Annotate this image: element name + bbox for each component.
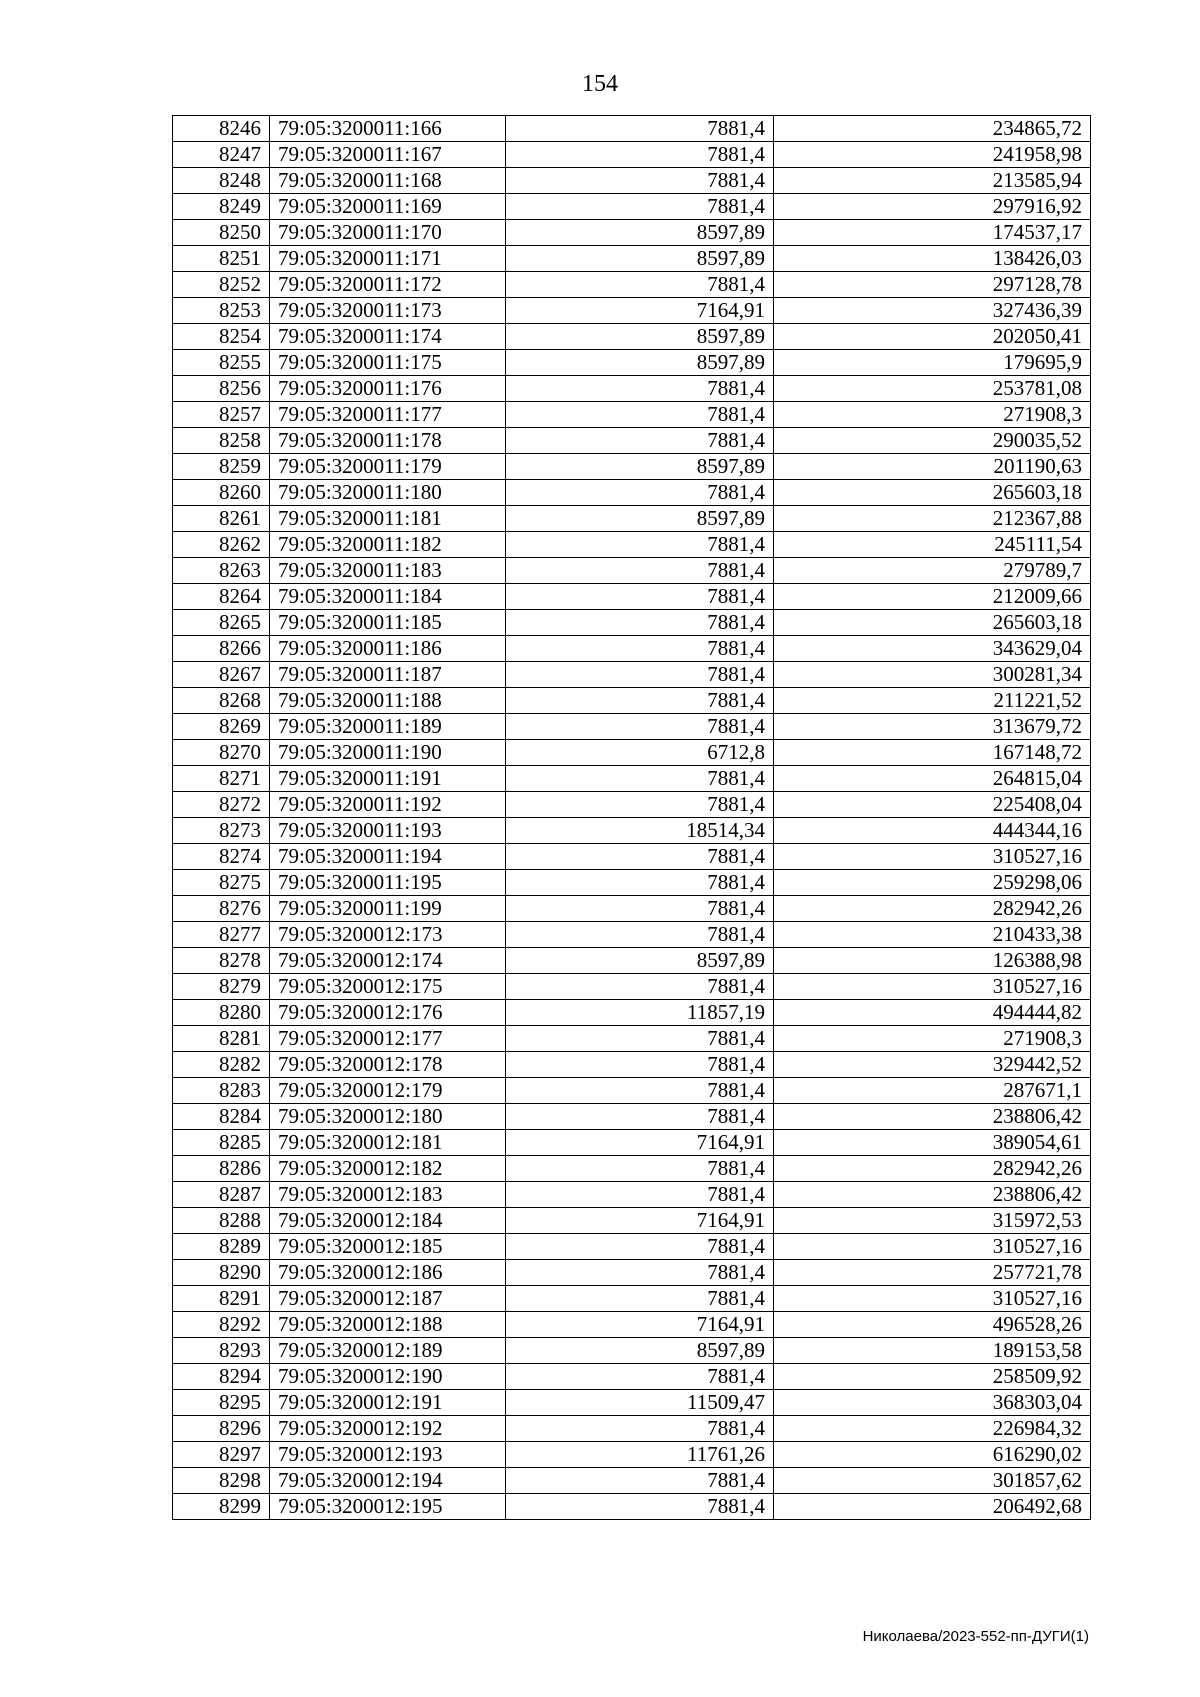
value-cell: 265603,18 bbox=[774, 480, 1091, 506]
table-row bbox=[173, 298, 1091, 324]
area-cell: 7881,4 bbox=[506, 168, 774, 194]
cadastral-number-cell: 79:05:3200011:167 bbox=[270, 142, 506, 168]
table-row bbox=[173, 1130, 1091, 1156]
value-cell: 264815,04 bbox=[774, 766, 1091, 792]
row-number-cell: 8283 bbox=[173, 1078, 270, 1104]
value-cell: 210433,38 bbox=[774, 922, 1091, 948]
row-number-cell: 8277 bbox=[173, 922, 270, 948]
table-row bbox=[173, 1390, 1091, 1416]
row-number-cell: 8295 bbox=[173, 1390, 270, 1416]
area-cell: 8597,89 bbox=[506, 246, 774, 272]
value-cell: 496528,26 bbox=[774, 1312, 1091, 1338]
value-cell: 211221,52 bbox=[774, 688, 1091, 714]
table-row bbox=[173, 948, 1091, 974]
area-cell: 8597,89 bbox=[506, 324, 774, 350]
row-number-cell: 8251 bbox=[173, 246, 270, 272]
table-row bbox=[173, 818, 1091, 844]
value-cell: 315972,53 bbox=[774, 1208, 1091, 1234]
value-cell: 126388,98 bbox=[774, 948, 1091, 974]
table-row bbox=[173, 1208, 1091, 1234]
value-cell: 310527,16 bbox=[774, 844, 1091, 870]
area-cell: 8597,89 bbox=[506, 1338, 774, 1364]
area-cell: 7881,4 bbox=[506, 1182, 774, 1208]
row-number-cell: 8285 bbox=[173, 1130, 270, 1156]
row-number-cell: 8256 bbox=[173, 376, 270, 402]
value-cell: 287671,1 bbox=[774, 1078, 1091, 1104]
table-row bbox=[173, 1338, 1091, 1364]
area-cell: 7881,4 bbox=[506, 766, 774, 792]
area-cell: 7881,4 bbox=[506, 1156, 774, 1182]
area-cell: 7881,4 bbox=[506, 584, 774, 610]
area-cell: 7881,4 bbox=[506, 792, 774, 818]
row-number-cell: 8253 bbox=[173, 298, 270, 324]
area-cell: 7881,4 bbox=[506, 1026, 774, 1052]
value-cell: 343629,04 bbox=[774, 636, 1091, 662]
cadastral-number-cell: 79:05:3200012:179 bbox=[270, 1078, 506, 1104]
area-cell: 7881,4 bbox=[506, 1364, 774, 1390]
value-cell: 313679,72 bbox=[774, 714, 1091, 740]
value-cell: 257721,78 bbox=[774, 1260, 1091, 1286]
row-number-cell: 8252 bbox=[173, 272, 270, 298]
table-row bbox=[173, 558, 1091, 584]
cadastral-number-cell: 79:05:3200011:186 bbox=[270, 636, 506, 662]
table-row bbox=[173, 1156, 1091, 1182]
value-cell: 310527,16 bbox=[774, 1286, 1091, 1312]
row-number-cell: 8263 bbox=[173, 558, 270, 584]
cadastral-number-cell: 79:05:3200011:183 bbox=[270, 558, 506, 584]
table-row bbox=[173, 1104, 1091, 1130]
cadastral-number-cell: 79:05:3200011:177 bbox=[270, 402, 506, 428]
value-cell: 310527,16 bbox=[774, 974, 1091, 1000]
row-number-cell: 8274 bbox=[173, 844, 270, 870]
cadastral-number-cell: 79:05:3200011:170 bbox=[270, 220, 506, 246]
cadastral-number-cell: 79:05:3200012:190 bbox=[270, 1364, 506, 1390]
area-cell: 7881,4 bbox=[506, 376, 774, 402]
area-cell: 7881,4 bbox=[506, 1494, 774, 1520]
row-number-cell: 8273 bbox=[173, 818, 270, 844]
value-cell: 234865,72 bbox=[774, 116, 1091, 142]
area-cell: 7881,4 bbox=[506, 1468, 774, 1494]
value-cell: 226984,32 bbox=[774, 1416, 1091, 1442]
cadastral-number-cell: 79:05:3200012:177 bbox=[270, 1026, 506, 1052]
row-number-cell: 8248 bbox=[173, 168, 270, 194]
table-row bbox=[173, 1000, 1091, 1026]
area-cell: 7881,4 bbox=[506, 662, 774, 688]
value-cell: 282942,26 bbox=[774, 896, 1091, 922]
cadastral-number-cell: 79:05:3200011:189 bbox=[270, 714, 506, 740]
area-cell: 11857,19 bbox=[506, 1000, 774, 1026]
value-cell: 189153,58 bbox=[774, 1338, 1091, 1364]
row-number-cell: 8275 bbox=[173, 870, 270, 896]
area-cell: 7881,4 bbox=[506, 532, 774, 558]
cadastral-number-cell: 79:05:3200011:185 bbox=[270, 610, 506, 636]
cadastral-number-cell: 79:05:3200011:174 bbox=[270, 324, 506, 350]
value-cell: 259298,06 bbox=[774, 870, 1091, 896]
cadastral-number-cell: 79:05:3200011:187 bbox=[270, 662, 506, 688]
value-cell: 265603,18 bbox=[774, 610, 1091, 636]
row-number-cell: 8290 bbox=[173, 1260, 270, 1286]
table-row bbox=[173, 584, 1091, 610]
table-row bbox=[173, 506, 1091, 532]
area-cell: 7881,4 bbox=[506, 142, 774, 168]
table-row bbox=[173, 662, 1091, 688]
row-number-cell: 8287 bbox=[173, 1182, 270, 1208]
cadastral-number-cell: 79:05:3200011:188 bbox=[270, 688, 506, 714]
row-number-cell: 8294 bbox=[173, 1364, 270, 1390]
table-row bbox=[173, 1078, 1091, 1104]
table-row bbox=[173, 1052, 1091, 1078]
cadastral-number-cell: 79:05:3200011:182 bbox=[270, 532, 506, 558]
row-number-cell: 8270 bbox=[173, 740, 270, 766]
table-row bbox=[173, 1026, 1091, 1052]
row-number-cell: 8288 bbox=[173, 1208, 270, 1234]
area-cell: 7881,4 bbox=[506, 844, 774, 870]
value-cell: 301857,62 bbox=[774, 1468, 1091, 1494]
cadastral-number-cell: 79:05:3200012:194 bbox=[270, 1468, 506, 1494]
value-cell: 329442,52 bbox=[774, 1052, 1091, 1078]
value-cell: 297128,78 bbox=[774, 272, 1091, 298]
cadastral-number-cell: 79:05:3200011:171 bbox=[270, 246, 506, 272]
cadastral-number-cell: 79:05:3200012:174 bbox=[270, 948, 506, 974]
area-cell: 7881,4 bbox=[506, 194, 774, 220]
row-number-cell: 8286 bbox=[173, 1156, 270, 1182]
area-cell: 7881,4 bbox=[506, 558, 774, 584]
table-row bbox=[173, 1312, 1091, 1338]
row-number-cell: 8262 bbox=[173, 532, 270, 558]
value-cell: 282942,26 bbox=[774, 1156, 1091, 1182]
row-number-cell: 8260 bbox=[173, 480, 270, 506]
area-cell: 7881,4 bbox=[506, 636, 774, 662]
value-cell: 253781,08 bbox=[774, 376, 1091, 402]
row-number-cell: 8257 bbox=[173, 402, 270, 428]
table-row bbox=[173, 142, 1091, 168]
row-number-cell: 8282 bbox=[173, 1052, 270, 1078]
value-cell: 616290,02 bbox=[774, 1442, 1091, 1468]
table-row bbox=[173, 1182, 1091, 1208]
table-row bbox=[173, 116, 1091, 142]
table-row bbox=[173, 636, 1091, 662]
value-cell: 174537,17 bbox=[774, 220, 1091, 246]
value-cell: 327436,39 bbox=[774, 298, 1091, 324]
table-row bbox=[173, 168, 1091, 194]
cadastral-number-cell: 79:05:3200012:189 bbox=[270, 1338, 506, 1364]
row-number-cell: 8291 bbox=[173, 1286, 270, 1312]
area-cell: 8597,89 bbox=[506, 454, 774, 480]
value-cell: 213585,94 bbox=[774, 168, 1091, 194]
cadastral-number-cell: 79:05:3200012:176 bbox=[270, 1000, 506, 1026]
row-number-cell: 8272 bbox=[173, 792, 270, 818]
area-cell: 7881,4 bbox=[506, 974, 774, 1000]
table-row bbox=[173, 1234, 1091, 1260]
area-cell: 7881,4 bbox=[506, 1078, 774, 1104]
table-row bbox=[173, 246, 1091, 272]
page-number: 154 bbox=[582, 71, 618, 97]
cadastral-number-cell: 79:05:3200012:188 bbox=[270, 1312, 506, 1338]
cadastral-number-cell: 79:05:3200012:195 bbox=[270, 1494, 506, 1520]
row-number-cell: 8264 bbox=[173, 584, 270, 610]
table-row bbox=[173, 402, 1091, 428]
area-cell: 7881,4 bbox=[506, 610, 774, 636]
cadastral-number-cell: 79:05:3200012:181 bbox=[270, 1130, 506, 1156]
row-number-cell: 8261 bbox=[173, 506, 270, 532]
row-number-cell: 8246 bbox=[173, 116, 270, 142]
cadastral-number-cell: 79:05:3200012:186 bbox=[270, 1260, 506, 1286]
cadastral-number-cell: 79:05:3200011:179 bbox=[270, 454, 506, 480]
table-row bbox=[173, 220, 1091, 246]
area-cell: 7164,91 bbox=[506, 1312, 774, 1338]
cadastral-number-cell: 79:05:3200011:169 bbox=[270, 194, 506, 220]
table-row bbox=[173, 974, 1091, 1000]
table-row bbox=[173, 1416, 1091, 1442]
row-number-cell: 8269 bbox=[173, 714, 270, 740]
table-row bbox=[173, 376, 1091, 402]
cadastral-number-cell: 79:05:3200011:180 bbox=[270, 480, 506, 506]
value-cell: 179695,9 bbox=[774, 350, 1091, 376]
row-number-cell: 8297 bbox=[173, 1442, 270, 1468]
table-row bbox=[173, 1468, 1091, 1494]
cadastral-number-cell: 79:05:3200012:185 bbox=[270, 1234, 506, 1260]
row-number-cell: 8268 bbox=[173, 688, 270, 714]
row-number-cell: 8289 bbox=[173, 1234, 270, 1260]
row-number-cell: 8247 bbox=[173, 142, 270, 168]
value-cell: 389054,61 bbox=[774, 1130, 1091, 1156]
area-cell: 7881,4 bbox=[506, 1234, 774, 1260]
value-cell: 212009,66 bbox=[774, 584, 1091, 610]
cadastral-number-cell: 79:05:3200011:172 bbox=[270, 272, 506, 298]
table-row bbox=[173, 194, 1091, 220]
area-cell: 7881,4 bbox=[506, 922, 774, 948]
table-row bbox=[173, 688, 1091, 714]
value-cell: 202050,41 bbox=[774, 324, 1091, 350]
area-cell: 7881,4 bbox=[506, 1416, 774, 1442]
row-number-cell: 8293 bbox=[173, 1338, 270, 1364]
row-number-cell: 8284 bbox=[173, 1104, 270, 1130]
area-cell: 6712,8 bbox=[506, 740, 774, 766]
value-cell: 225408,04 bbox=[774, 792, 1091, 818]
area-cell: 7881,4 bbox=[506, 688, 774, 714]
cadastral-number-cell: 79:05:3200011:168 bbox=[270, 168, 506, 194]
table-body bbox=[173, 116, 1091, 1520]
value-cell: 238806,42 bbox=[774, 1104, 1091, 1130]
area-cell: 7164,91 bbox=[506, 298, 774, 324]
table-row bbox=[173, 714, 1091, 740]
cadastral-number-cell: 79:05:3200011:192 bbox=[270, 792, 506, 818]
value-cell: 271908,3 bbox=[774, 1026, 1091, 1052]
area-cell: 7881,4 bbox=[506, 480, 774, 506]
cadastral-number-cell: 79:05:3200011:190 bbox=[270, 740, 506, 766]
value-cell: 138426,03 bbox=[774, 246, 1091, 272]
table-row bbox=[173, 1286, 1091, 1312]
row-number-cell: 8296 bbox=[173, 1416, 270, 1442]
area-cell: 7881,4 bbox=[506, 402, 774, 428]
area-cell: 7881,4 bbox=[506, 272, 774, 298]
area-cell: 7881,4 bbox=[506, 1104, 774, 1130]
table-row bbox=[173, 922, 1091, 948]
table-row bbox=[173, 870, 1091, 896]
value-cell: 201190,63 bbox=[774, 454, 1091, 480]
area-cell: 7881,4 bbox=[506, 1286, 774, 1312]
cadastral-number-cell: 79:05:3200011:191 bbox=[270, 766, 506, 792]
area-cell: 8597,89 bbox=[506, 220, 774, 246]
row-number-cell: 8267 bbox=[173, 662, 270, 688]
row-number-cell: 8279 bbox=[173, 974, 270, 1000]
area-cell: 8597,89 bbox=[506, 506, 774, 532]
cadastral-number-cell: 79:05:3200011:184 bbox=[270, 584, 506, 610]
cadastral-number-cell: 79:05:3200012:191 bbox=[270, 1390, 506, 1416]
table-row bbox=[173, 428, 1091, 454]
area-cell: 7164,91 bbox=[506, 1130, 774, 1156]
table-row bbox=[173, 272, 1091, 298]
cadastral-number-cell: 79:05:3200011:194 bbox=[270, 844, 506, 870]
table-row bbox=[173, 1494, 1091, 1520]
row-number-cell: 8276 bbox=[173, 896, 270, 922]
value-cell: 241958,98 bbox=[774, 142, 1091, 168]
row-number-cell: 8271 bbox=[173, 766, 270, 792]
value-cell: 310527,16 bbox=[774, 1234, 1091, 1260]
area-cell: 7881,4 bbox=[506, 1052, 774, 1078]
area-cell: 7881,4 bbox=[506, 714, 774, 740]
row-number-cell: 8278 bbox=[173, 948, 270, 974]
value-cell: 238806,42 bbox=[774, 1182, 1091, 1208]
value-cell: 290035,52 bbox=[774, 428, 1091, 454]
value-cell: 279789,7 bbox=[774, 558, 1091, 584]
row-number-cell: 8249 bbox=[173, 194, 270, 220]
value-cell: 368303,04 bbox=[774, 1390, 1091, 1416]
cadastral-number-cell: 79:05:3200011:199 bbox=[270, 896, 506, 922]
table-row bbox=[173, 480, 1091, 506]
area-cell: 7164,91 bbox=[506, 1208, 774, 1234]
row-number-cell: 8292 bbox=[173, 1312, 270, 1338]
cadastral-number-cell: 79:05:3200011:195 bbox=[270, 870, 506, 896]
row-number-cell: 8280 bbox=[173, 1000, 270, 1026]
table-row bbox=[173, 740, 1091, 766]
area-cell: 7881,4 bbox=[506, 1260, 774, 1286]
cadastral-number-cell: 79:05:3200012:187 bbox=[270, 1286, 506, 1312]
area-cell: 8597,89 bbox=[506, 948, 774, 974]
table-row bbox=[173, 532, 1091, 558]
value-cell: 206492,68 bbox=[774, 1494, 1091, 1520]
value-cell: 258509,92 bbox=[774, 1364, 1091, 1390]
table-row bbox=[173, 766, 1091, 792]
cadastre-table bbox=[172, 115, 1091, 1520]
table-row bbox=[173, 610, 1091, 636]
cadastral-number-cell: 79:05:3200011:181 bbox=[270, 506, 506, 532]
area-cell: 7881,4 bbox=[506, 870, 774, 896]
area-cell: 18514,34 bbox=[506, 818, 774, 844]
table-row bbox=[173, 324, 1091, 350]
table-row bbox=[173, 896, 1091, 922]
cadastral-number-cell: 79:05:3200011:166 bbox=[270, 116, 506, 142]
cadastral-number-cell: 79:05:3200011:173 bbox=[270, 298, 506, 324]
cadastral-number-cell: 79:05:3200012:182 bbox=[270, 1156, 506, 1182]
cadastral-number-cell: 79:05:3200011:193 bbox=[270, 818, 506, 844]
table-row bbox=[173, 792, 1091, 818]
value-cell: 444344,16 bbox=[774, 818, 1091, 844]
cadastral-number-cell: 79:05:3200011:178 bbox=[270, 428, 506, 454]
row-number-cell: 8255 bbox=[173, 350, 270, 376]
value-cell: 245111,54 bbox=[774, 532, 1091, 558]
footer-reference: Николаева/2023-552-пп-ДУГИ(1) bbox=[862, 1628, 1089, 1645]
row-number-cell: 8258 bbox=[173, 428, 270, 454]
cadastral-number-cell: 79:05:3200012:180 bbox=[270, 1104, 506, 1130]
row-number-cell: 8298 bbox=[173, 1468, 270, 1494]
table-row bbox=[173, 1364, 1091, 1390]
row-number-cell: 8250 bbox=[173, 220, 270, 246]
cadastral-number-cell: 79:05:3200012:183 bbox=[270, 1182, 506, 1208]
cadastral-number-cell: 79:05:3200012:184 bbox=[270, 1208, 506, 1234]
table-row bbox=[173, 844, 1091, 870]
area-cell: 11509,47 bbox=[506, 1390, 774, 1416]
row-number-cell: 8281 bbox=[173, 1026, 270, 1052]
area-cell: 7881,4 bbox=[506, 896, 774, 922]
cadastral-number-cell: 79:05:3200012:173 bbox=[270, 922, 506, 948]
row-number-cell: 8266 bbox=[173, 636, 270, 662]
table-row bbox=[173, 350, 1091, 376]
table-row bbox=[173, 454, 1091, 480]
cadastral-number-cell: 79:05:3200011:175 bbox=[270, 350, 506, 376]
cadastral-number-cell: 79:05:3200012:193 bbox=[270, 1442, 506, 1468]
value-cell: 212367,88 bbox=[774, 506, 1091, 532]
value-cell: 297916,92 bbox=[774, 194, 1091, 220]
value-cell: 494444,82 bbox=[774, 1000, 1091, 1026]
value-cell: 167148,72 bbox=[774, 740, 1091, 766]
area-cell: 7881,4 bbox=[506, 428, 774, 454]
table-row bbox=[173, 1260, 1091, 1286]
value-cell: 300281,34 bbox=[774, 662, 1091, 688]
cadastral-number-cell: 79:05:3200012:178 bbox=[270, 1052, 506, 1078]
value-cell: 271908,3 bbox=[774, 402, 1091, 428]
table-row bbox=[173, 1442, 1091, 1468]
area-cell: 7881,4 bbox=[506, 116, 774, 142]
cadastral-number-cell: 79:05:3200012:175 bbox=[270, 974, 506, 1000]
row-number-cell: 8254 bbox=[173, 324, 270, 350]
row-number-cell: 8265 bbox=[173, 610, 270, 636]
area-cell: 11761,26 bbox=[506, 1442, 774, 1468]
area-cell: 8597,89 bbox=[506, 350, 774, 376]
cadastral-number-cell: 79:05:3200012:192 bbox=[270, 1416, 506, 1442]
cadastral-number-cell: 79:05:3200011:176 bbox=[270, 376, 506, 402]
row-number-cell: 8259 bbox=[173, 454, 270, 480]
row-number-cell: 8299 bbox=[173, 1494, 270, 1520]
